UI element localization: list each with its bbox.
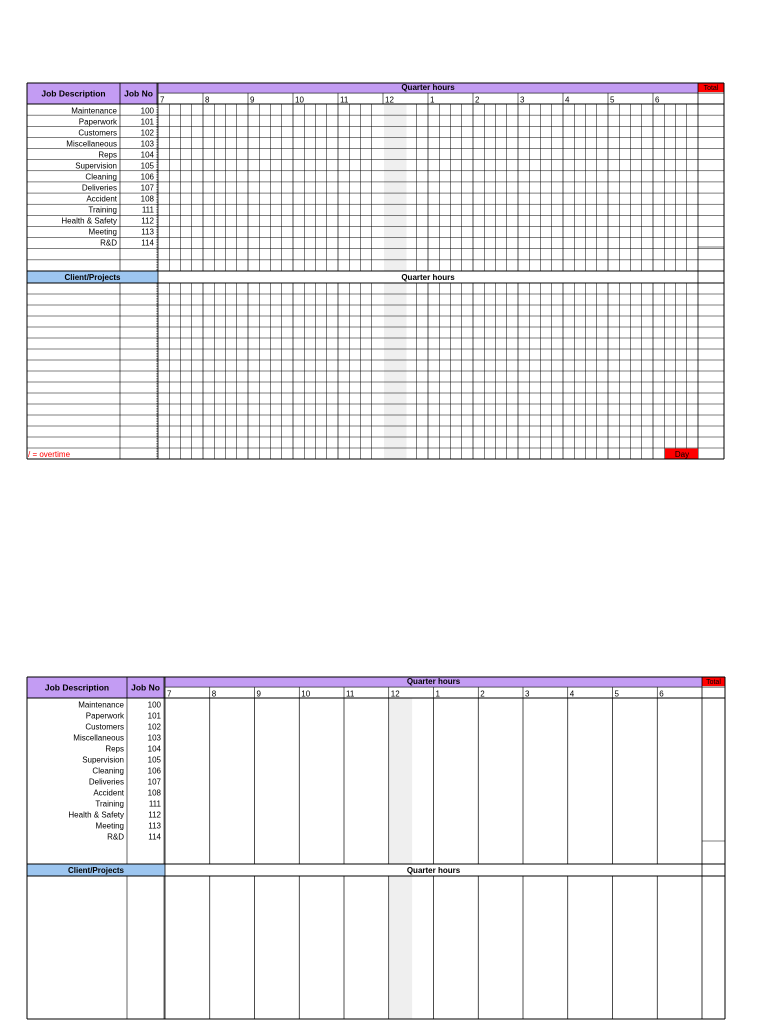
- job-number: 103: [147, 733, 161, 743]
- job-description: Accident: [93, 788, 124, 798]
- job-number: 105: [147, 755, 161, 765]
- job-description: Training: [88, 205, 117, 215]
- lunch-band: [390, 698, 412, 864]
- job-number: 104: [147, 744, 161, 754]
- hour-label: 10: [301, 689, 311, 699]
- job-description: Health & Safety: [61, 216, 117, 226]
- job-number: 112: [148, 810, 161, 820]
- hour-label: 3: [520, 95, 525, 105]
- hour-label: 1: [435, 689, 440, 699]
- job-description: Customers: [78, 128, 117, 138]
- job-description: Reps: [105, 744, 124, 754]
- total-header: Total: [706, 679, 721, 686]
- quarter-hours-header: Quarter hours: [401, 83, 455, 92]
- hour-label: 8: [211, 689, 217, 699]
- job-description-header: Job Description: [41, 88, 106, 99]
- job-number: 102: [140, 128, 154, 138]
- job-description: Meeting: [88, 227, 117, 237]
- job-description: Supervision: [75, 161, 117, 171]
- job-number: 114: [141, 238, 154, 248]
- hour-label: 2: [475, 95, 480, 105]
- job-number: 101: [140, 117, 154, 127]
- job-number: 113: [148, 821, 161, 831]
- quarter-hours-header: Quarter hours: [406, 866, 461, 875]
- hour-label: 6: [659, 689, 664, 699]
- job-description: Accident: [86, 194, 117, 204]
- lunch-band: [384, 104, 407, 271]
- job-description: Miscellaneous: [66, 139, 117, 149]
- job-number: 114: [148, 832, 161, 842]
- job-number: 107: [147, 777, 161, 787]
- hour-label: 12: [390, 689, 400, 699]
- hour-label: 6: [655, 95, 660, 105]
- job-number: 100: [147, 700, 161, 710]
- job-number: 113: [141, 227, 154, 237]
- job-description: Maintenance: [71, 106, 117, 116]
- job-number: 106: [140, 172, 154, 182]
- hour-label: 11: [340, 95, 349, 105]
- job-number: 100: [140, 106, 154, 116]
- job-no-header: Job No: [124, 88, 153, 99]
- job-description: Maintenance: [78, 700, 124, 710]
- job-number: 112: [141, 216, 154, 226]
- job-description: R&D: [100, 238, 117, 248]
- job-number: 108: [147, 788, 161, 798]
- hour-label: 10: [295, 95, 304, 105]
- hour-label: 4: [565, 95, 570, 105]
- lunch-band: [390, 876, 412, 1019]
- overtime-note: / = overtime: [28, 450, 71, 459]
- job-description: Health & Safety: [68, 810, 124, 820]
- job-description: Deliveries: [81, 183, 117, 193]
- hour-label: 5: [610, 95, 615, 105]
- job-description: Reps: [98, 150, 117, 160]
- hour-label: 9: [256, 689, 261, 699]
- job-description: Meeting: [95, 821, 124, 831]
- hour-label: 3: [525, 689, 530, 699]
- job-description: Paperwork: [85, 711, 124, 721]
- job-number: 102: [147, 722, 161, 732]
- quarter-hours-header: Quarter hours: [401, 273, 455, 282]
- job-number: 107: [140, 183, 154, 193]
- job-number: 103: [140, 139, 154, 149]
- job-description: Miscellaneous: [73, 733, 124, 743]
- hour-label: 7: [160, 95, 165, 105]
- job-description: R&D: [107, 832, 124, 842]
- job-number: 106: [147, 766, 161, 776]
- job-description: Cleaning: [92, 766, 124, 776]
- hour-label: 5: [614, 689, 619, 699]
- job-description: Cleaning: [85, 172, 117, 182]
- job-description: Customers: [85, 722, 124, 732]
- job-no-header: Job No: [131, 682, 160, 693]
- hour-label: 1: [430, 95, 435, 105]
- hour-label: 7: [167, 689, 172, 699]
- day-badge: Day: [674, 450, 690, 459]
- hour-label: 4: [569, 689, 575, 699]
- total-header: Total: [703, 85, 719, 92]
- timesheet-block-1: [27, 83, 724, 459]
- timesheet-block-2: [27, 677, 725, 1019]
- client-projects-header: Client/Projects: [64, 273, 121, 282]
- job-number: 104: [140, 150, 154, 160]
- job-number: 111: [141, 205, 154, 215]
- hour-label: 8: [205, 95, 210, 105]
- job-number: 111: [148, 799, 161, 809]
- job-number: 108: [140, 194, 154, 204]
- job-number: 105: [140, 161, 154, 171]
- hour-label: 12: [385, 95, 394, 105]
- job-description: Deliveries: [88, 777, 124, 787]
- job-description: Training: [95, 799, 124, 809]
- client-projects-header: Client/Projects: [67, 866, 125, 875]
- hour-label: 9: [250, 95, 255, 105]
- job-description: Paperwork: [78, 117, 117, 127]
- quarter-hours-header: Quarter hours: [406, 677, 461, 686]
- job-description: Supervision: [82, 755, 124, 765]
- job-number: 101: [147, 711, 161, 721]
- job-description-header: Job Description: [44, 682, 110, 693]
- hour-label: 11: [346, 689, 355, 699]
- hour-label: 2: [480, 689, 485, 699]
